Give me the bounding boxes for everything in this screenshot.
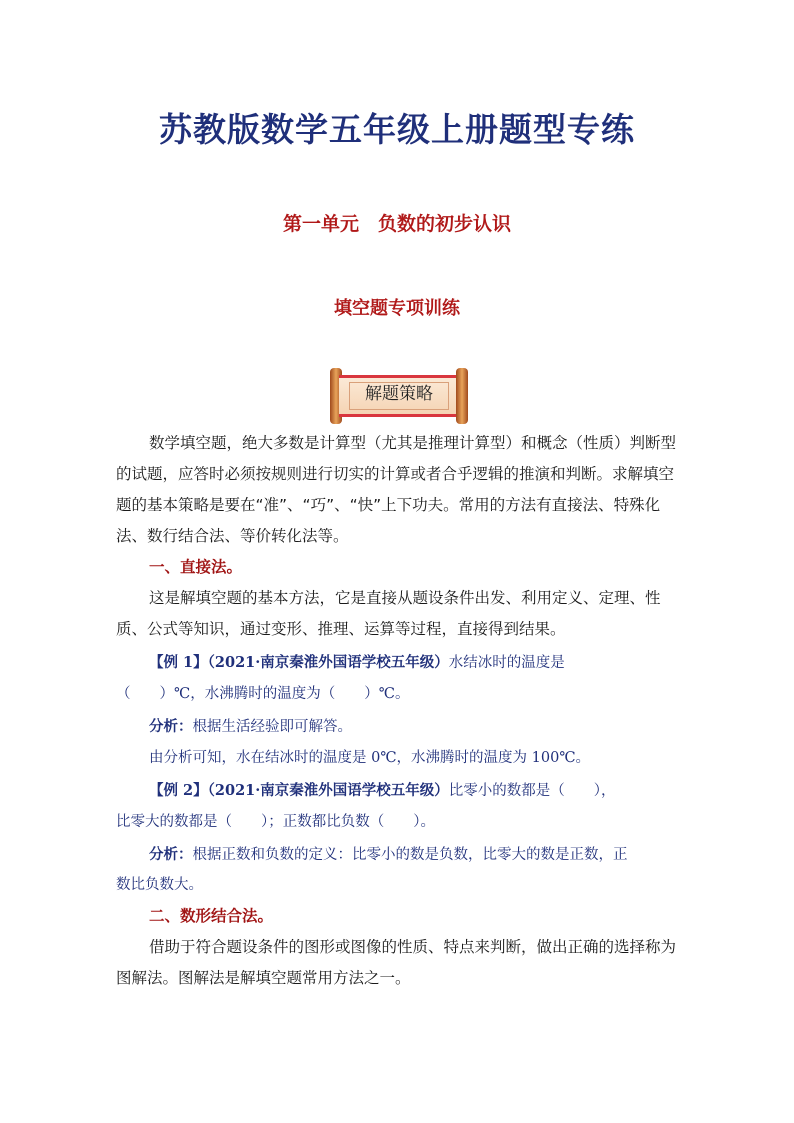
example-2-analysis-label: 分析： [149, 846, 193, 863]
section-title: 填空题专项训练 [334, 298, 460, 319]
unit-title: 第一单元 负数的初步认识 [282, 213, 511, 235]
strategy-scroll-banner [330, 368, 468, 424]
heading-direct-method: 一、直接法。 [149, 558, 243, 576]
example-2-question-part-1: 比零小的数都是（ ）， [448, 783, 616, 799]
example-2-analysis-continued: 数比负数大。 [116, 877, 203, 893]
example-1-analysis-text: 根据生活经验即可解答。 [192, 719, 352, 735]
example-1-line-1 [149, 647, 689, 679]
example-2-analysis [149, 839, 689, 871]
example-1-source: （2021·南京秦淮外国语学校五年级） [207, 654, 449, 671]
intro-paragraph: 数学填空题，绝大多数是计算型（尤其是推理计算型）和概念（性质）判断型的试题，应答时必须按规则进行切实的计算或者合乎逻辑的推演和判断。求解填空题的基本策略是要在“准”、“巧”、“快”上下功夫。常用的方法有直接法、特殊化法、数行结合法、等价转化法等。 [116, 434, 677, 545]
example-2-line-2: 比零大的数都是（ ）；正数都比负数（ ）。 [116, 814, 435, 830]
example-2-analysis-text: 根据正数和负数的定义：比零小的数是负数，比零大的数是正数，正 [192, 847, 628, 863]
example-1-line-2: （ ）℃，水沸腾时的温度为（ ）℃。 [116, 686, 410, 702]
example-2-line-1 [149, 775, 689, 807]
banner-label: 解题策略 [365, 384, 433, 404]
heading-graphic-method: 二、数形结合法。 [149, 907, 274, 925]
document-title: 苏教版数学五年级上册题型专练 [159, 110, 635, 149]
direct-method-text: 这是解填空题的基本方法，它是直接从题设条件出发、利用定义、定理、性质、公式等知识，通过变形、推理、运算等过程，直接得到结果。 [116, 589, 661, 638]
example-1-answer: 由分析可知，水在结冰时的温度是 0℃，水沸腾时的温度为 100℃。 [149, 750, 591, 766]
graphic-method-text: 借助于符合题设条件的图形或图像的性质、特点来判断，做出正确的选择称为图解法。图解法是解填空题常用方法之一。 [116, 938, 677, 987]
example-1-analysis [149, 711, 689, 743]
example-2-source: （2021·南京秦淮外国语学校五年级） [207, 782, 449, 799]
example-2-tag: 【例 2】 [149, 782, 208, 799]
example-1-tag: 【例 1】 [149, 654, 208, 671]
example-1-question-part-1: 水结冰时的温度是 [448, 655, 565, 671]
example-1-analysis-label: 分析： [149, 718, 193, 735]
